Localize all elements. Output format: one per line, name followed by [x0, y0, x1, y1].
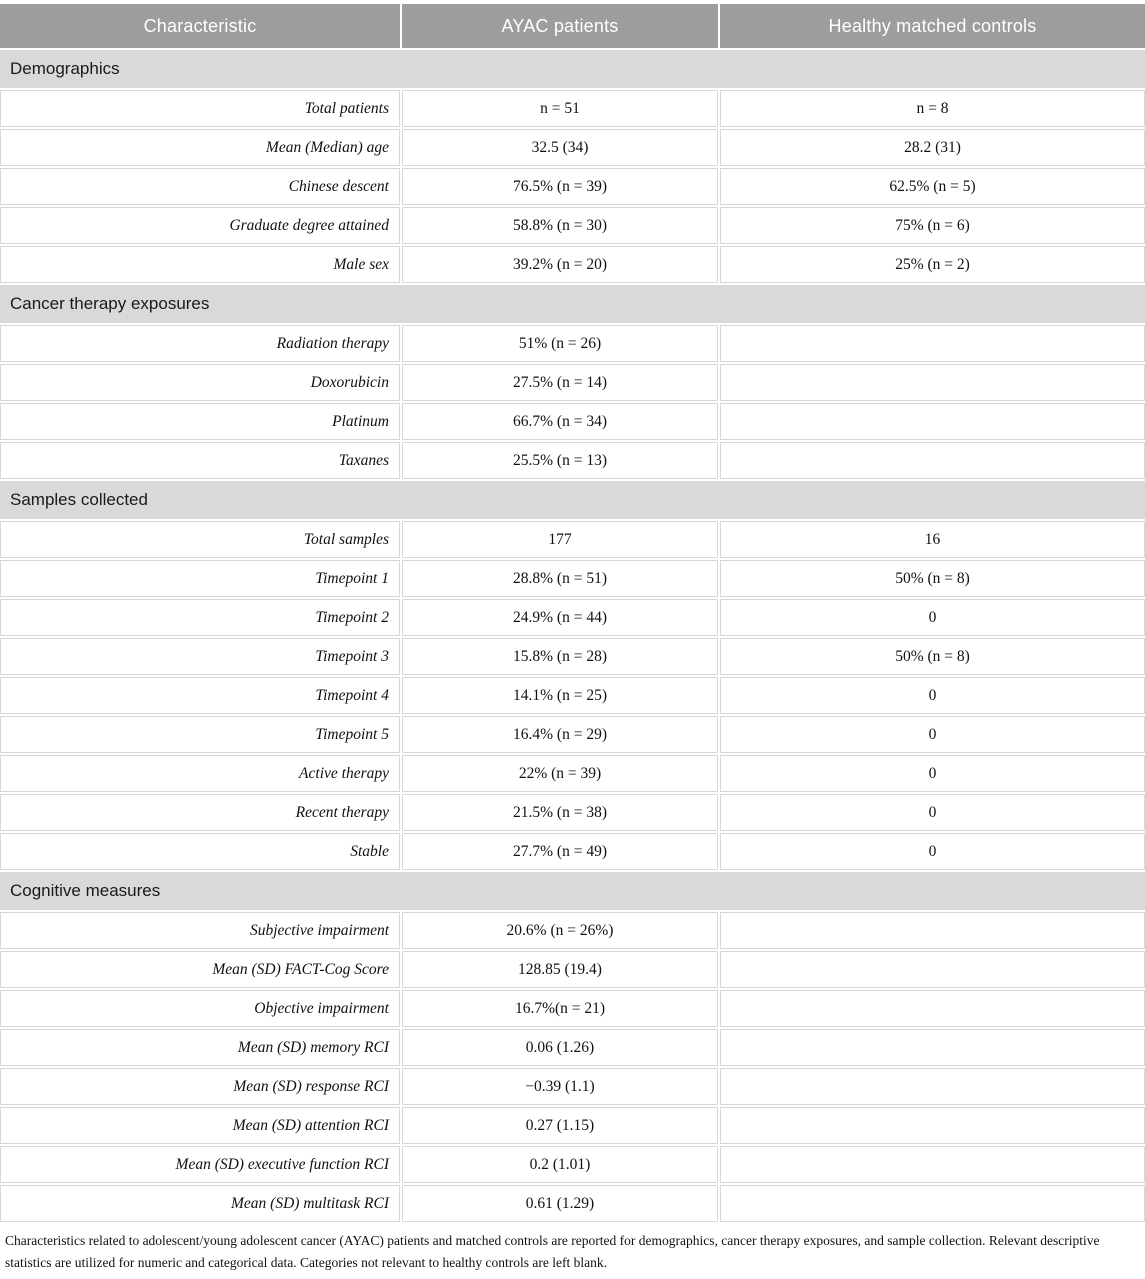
ayac-value: 15.8% (n = 28) — [402, 638, 718, 675]
control-value-blank — [720, 951, 1145, 988]
table-body — [0, 50, 1145, 1222]
ayac-value: 76.5% (n = 39) — [402, 168, 718, 205]
control-value: 28.2 (31) — [720, 129, 1145, 166]
row-label: Mean (SD) FACT-Cog Score — [0, 951, 400, 988]
row-label: Recent therapy — [0, 794, 400, 831]
row-label: Timepoint 1 — [0, 560, 400, 597]
row-label: Timepoint 3 — [0, 638, 400, 675]
control-value-blank: 0 — [720, 833, 1145, 870]
ayac-value: 0.27 (1.15) — [402, 1107, 718, 1144]
control-value: 0 — [720, 599, 1145, 636]
control-value-blank — [720, 364, 1145, 401]
row-label: Total patients — [0, 90, 400, 127]
column-header-healthy-matched-controls: Healthy matched controls — [720, 4, 1145, 48]
row-label: Timepoint 2 — [0, 599, 400, 636]
ayac-value: 51% (n = 26) — [402, 325, 718, 362]
row-label: Chinese descent — [0, 168, 400, 205]
table-row-timepoint-2 — [0, 599, 1145, 636]
table-row-stable — [0, 833, 1145, 870]
ayac-value: 21.5% (n = 38) — [402, 794, 718, 831]
control-value: 0 — [720, 716, 1145, 753]
section-title: Samples collected — [10, 490, 148, 509]
ayac-value: 58.8% (n = 30) — [402, 207, 718, 244]
ayac-value: 20.6% (n = 26%) — [402, 912, 718, 949]
section-header-demographics — [0, 50, 1145, 88]
table-row-mean-sd-memory-rci — [0, 1029, 1145, 1066]
row-label: Male sex — [0, 246, 400, 283]
row-label: Mean (SD) attention RCI — [0, 1107, 400, 1144]
table-row-timepoint-1 — [0, 560, 1145, 597]
ayac-value: 27.7% (n = 49) — [402, 833, 718, 870]
section-title: Demographics — [10, 59, 120, 78]
column-header-characteristic: Characteristic — [0, 4, 400, 48]
ayac-value: 0.06 (1.26) — [402, 1029, 718, 1066]
row-label: Mean (SD) memory RCI — [0, 1029, 400, 1066]
control-value-blank — [720, 325, 1145, 362]
table-row-doxorubicin — [0, 364, 1145, 401]
section-header-samples-collected — [0, 481, 1145, 519]
control-value: 0 — [720, 677, 1145, 714]
ayac-value: 16.7%(n = 21) — [402, 990, 718, 1027]
row-label: Doxorubicin — [0, 364, 400, 401]
control-value-blank — [720, 990, 1145, 1027]
control-value: 62.5% (n = 5) — [720, 168, 1145, 205]
ayac-value: 66.7% (n = 34) — [402, 403, 718, 440]
row-label: Mean (Median) age — [0, 129, 400, 166]
table-row-mean-median-age — [0, 129, 1145, 166]
control-value: 75% (n = 6) — [720, 207, 1145, 244]
row-label: Objective impairment — [0, 990, 400, 1027]
ayac-value: 177 — [402, 521, 718, 558]
ayac-value: 25.5% (n = 13) — [402, 442, 718, 479]
control-value-blank — [720, 1185, 1145, 1222]
control-value-blank — [720, 403, 1145, 440]
row-label: Timepoint 4 — [0, 677, 400, 714]
ayac-value: 14.1% (n = 25) — [402, 677, 718, 714]
table-footnote: Characteristics related to adolescent/young adolescent cancer (AYAC) patients and matched controls are reported for demographics, cancer therapy exposures, and sample collection. Relevant descriptive statistics are utilized for numeric and categorical data. Categories not relevant to healthy controls are left blank. — [5, 1233, 1100, 1270]
table-row-mean-sd-attention-rci — [0, 1107, 1145, 1144]
control-value: n = 8 — [720, 90, 1145, 127]
control-value-blank — [720, 1146, 1145, 1183]
table-row-platinum — [0, 403, 1145, 440]
table-row-mean-sd-executive-function-rci — [0, 1146, 1145, 1183]
table-row-timepoint-3 — [0, 638, 1145, 675]
ayac-value: 0.61 (1.29) — [402, 1185, 718, 1222]
table-row-radiation-therapy — [0, 325, 1145, 362]
table-row-male-sex — [0, 246, 1145, 283]
section-header-cancer-therapy-exposures — [0, 285, 1145, 323]
control-value-blank: 0 — [720, 794, 1145, 831]
table-row-mean-sd-response-rci — [0, 1068, 1145, 1105]
section-header-cognitive-measures — [0, 872, 1145, 910]
table-row-mean-sd-multitask-rci — [0, 1185, 1145, 1222]
table-row-total-patients — [0, 90, 1145, 127]
table-row-subjective-impairment — [0, 912, 1145, 949]
control-value-blank — [720, 1107, 1145, 1144]
control-value: 50% (n = 8) — [720, 638, 1145, 675]
control-value-blank: 0 — [720, 755, 1145, 792]
table-row-recent-therapy — [0, 794, 1145, 831]
control-value: 50% (n = 8) — [720, 560, 1145, 597]
ayac-value: 0.2 (1.01) — [402, 1146, 718, 1183]
table-row-chinese-descent — [0, 168, 1145, 205]
table-row-total-samples — [0, 521, 1145, 558]
row-label: Graduate degree attained — [0, 207, 400, 244]
row-label: Subjective impairment — [0, 912, 400, 949]
control-value-blank — [720, 912, 1145, 949]
ayac-value: −0.39 (1.1) — [402, 1068, 718, 1105]
control-value: 16 — [720, 521, 1145, 558]
table-row-timepoint-4 — [0, 677, 1145, 714]
ayac-value: 22% (n = 39) — [402, 755, 718, 792]
ayac-value: 28.8% (n = 51) — [402, 560, 718, 597]
table-row-objective-impairment — [0, 990, 1145, 1027]
row-label: Taxanes — [0, 442, 400, 479]
table-row-timepoint-5 — [0, 716, 1145, 753]
control-value-blank — [720, 1029, 1145, 1066]
table-row-graduate-degree-attained — [0, 207, 1145, 244]
row-label: Active therapy — [0, 755, 400, 792]
ayac-value: 24.9% (n = 44) — [402, 599, 718, 636]
ayac-value: 27.5% (n = 14) — [402, 364, 718, 401]
table-header-row — [0, 4, 1145, 48]
ayac-value: 32.5 (34) — [402, 129, 718, 166]
ayac-value: n = 51 — [402, 90, 718, 127]
row-label: Platinum — [0, 403, 400, 440]
row-label: Mean (SD) executive function RCI — [0, 1146, 400, 1183]
table-row-taxanes — [0, 442, 1145, 479]
row-label: Total samples — [0, 521, 400, 558]
section-title: Cognitive measures — [10, 881, 161, 900]
control-value: 25% (n = 2) — [720, 246, 1145, 283]
table-row-mean-sd-fact-cog-score — [0, 951, 1145, 988]
ayac-value: 39.2% (n = 20) — [402, 246, 718, 283]
ayac-value: 128.85 (19.4) — [402, 951, 718, 988]
row-label: Mean (SD) response RCI — [0, 1068, 400, 1105]
row-label: Timepoint 5 — [0, 716, 400, 753]
control-value-blank — [720, 1068, 1145, 1105]
table-row-active-therapy — [0, 755, 1145, 792]
section-title: Cancer therapy exposures — [10, 294, 210, 313]
row-label: Mean (SD) multitask RCI — [0, 1185, 400, 1222]
ayac-value: 16.4% (n = 29) — [402, 716, 718, 753]
control-value-blank — [720, 442, 1145, 479]
column-header-ayac-patients: AYAC patients — [402, 4, 718, 48]
row-label: Radiation therapy — [0, 325, 400, 362]
row-label: Stable — [0, 833, 400, 870]
